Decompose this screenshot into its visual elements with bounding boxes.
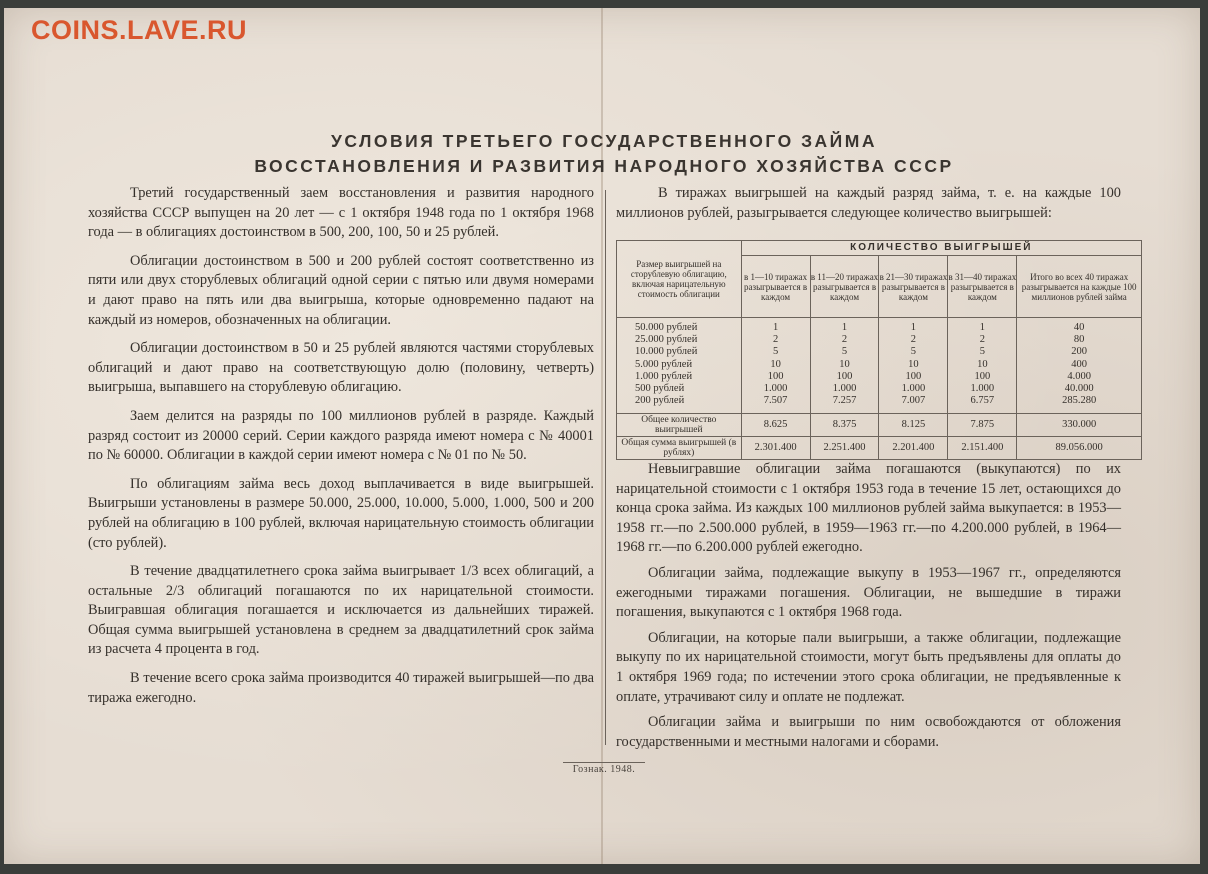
left-paragraph: Облигации достоинством в 50 и 25 рублей являются частями сторублевых облигаций и дают право на соответствующую долю (половину, четверть) выигрыша, выпавшего на сторублевую облигацию. bbox=[88, 340, 594, 396]
table-value: 2 bbox=[979, 334, 985, 346]
table-value: 2 bbox=[841, 334, 848, 346]
table-value: 100 bbox=[905, 370, 922, 382]
prize-size: 10.000 рублей bbox=[635, 346, 698, 358]
table-column-header: в 1—10 тиражах разыгрывается в каждом bbox=[741, 256, 810, 318]
draws-11-20-cell bbox=[810, 318, 879, 414]
total-count-value: 8.625 bbox=[741, 414, 810, 437]
total-count-value: 8.375 bbox=[810, 414, 879, 437]
column-divider bbox=[605, 190, 606, 745]
table-value: 1 bbox=[841, 322, 848, 333]
table-column-header: Итого во всех 40 тиражах разыгрывается на каждые 100 миллионов рублей займа bbox=[1017, 256, 1142, 318]
total-count-value: 7.875 bbox=[948, 414, 1017, 437]
table-value: 10 bbox=[908, 358, 919, 370]
table-value: 1.000 bbox=[901, 383, 926, 395]
table-column-header: в 11—20 тиражах разыгрывается в каждом bbox=[810, 256, 879, 318]
table-value: 1 bbox=[979, 322, 985, 333]
table-value: 5 bbox=[910, 346, 917, 358]
table-value: 80 bbox=[1073, 334, 1085, 346]
total-count-value: 330.000 bbox=[1017, 414, 1142, 437]
total-count-value: 8.125 bbox=[879, 414, 948, 437]
table-value: 10 bbox=[839, 358, 850, 370]
table-column-header: в 21—30 тиражах разыгрывается в каждом bbox=[879, 256, 948, 318]
right-intro bbox=[616, 184, 1121, 223]
title-line-2: ВОССТАНОВЛЕНИЯ И РАЗВИТИЯ НАРОДНОГО ХОЗЯЙСТВА СССР bbox=[254, 156, 954, 176]
table-value: 1.000 bbox=[763, 383, 788, 395]
right-paragraph: Облигации займа и выигрыши по ним освобождаются от обложения государственными и местными налогами и сборами. bbox=[616, 714, 1121, 750]
table-value: 10 bbox=[977, 358, 988, 370]
prize-size: 500 рублей bbox=[635, 383, 685, 395]
prize-size: 1.000 рублей bbox=[635, 370, 693, 382]
table-value: 2 bbox=[910, 334, 917, 346]
printer-imprint bbox=[0, 764, 1208, 775]
total-sum-label: Общая сумма выигрышей (в рублях) bbox=[617, 437, 742, 460]
table-group-header: КОЛИЧЕСТВО ВЫИГРЫШЕЙ bbox=[741, 241, 1141, 256]
prize-size: 200 рублей bbox=[635, 395, 685, 407]
right-column-bottom bbox=[616, 460, 1121, 758]
table-value: 40 bbox=[1073, 322, 1085, 333]
table-value: 4.000 bbox=[1067, 370, 1091, 382]
prize-size: 50.000 рублей bbox=[635, 322, 698, 333]
table-value: 5 bbox=[979, 346, 985, 358]
total-count-label: Общее количество выигрышей bbox=[617, 414, 742, 437]
prize-size: 25.000 рублей bbox=[635, 334, 698, 346]
table-value: 285.280 bbox=[1062, 395, 1097, 407]
table-value: 1 bbox=[910, 322, 917, 333]
right-paragraph: Облигации займа, подлежащие выкупу в 1953—1967 гг., определяются ежегодными тиражами погашения. Облигации, не вышедшие в тиражи погашения, выкупаются с 1 октября 1968 года. bbox=[616, 564, 1121, 621]
left-column bbox=[88, 184, 594, 717]
right-paragraph: Невыигравшие облигации займа погашаются (выкупаются) по их нарицательной стоимости с 1 октября 1953 года в течение 15 лет, остающихся до конца срока займа. Из каждых 100 миллионов рублей займа выкупается: в 1953—1958 гг.—по 2.500.000 рублей, в 1959—1963 гг.—по 4.200.000 рублей, в 1964—1968 гг.—по 6.200.000 рублей ежегодно. bbox=[616, 461, 1121, 556]
right-paragraph: Облигации, на которые пали выигрыши, а также облигации, подлежащие выкупу по их нарицательной стоимости, могут быть предъявлены для оплаты до 1 октября 1969 года; по истечении этого срока облигации, не предъявленные к оплате, утрачивают силу и оплате не подлежат. bbox=[616, 629, 1121, 705]
printer-imprint-text: Гознак. 1948. bbox=[563, 762, 646, 775]
table-value: 5 bbox=[841, 346, 848, 358]
title-line-1: УСЛОВИЯ ТРЕТЬЕГО ГОСУДАРСТВЕННОГО ЗАЙМА bbox=[331, 131, 877, 151]
left-paragraph: Третий государственный заем восстановления и развития народного хозяйства СССР выпущен на 20 лет — с 1 октября 1948 года по 1 октября 1968 года — в облигациях достоинством в 500, 200, 100, 50 и 25 рублей. bbox=[88, 185, 594, 241]
left-paragraph: Облигации достоинством в 500 и 200 рублей состоят соответственно из пяти или двух сторублевых облигаций одной серии с пятью или двумя номерами и дают право на пять или два выигрыша, которые одновременно падают на каждый из номеров, обозначенных на облигации. bbox=[88, 252, 594, 328]
right-intro-text: В тиражах выигрышей на каждый разряд займа, т. е. на каждые 100 миллионов рублей, разыгрывается следующее количество выигрышей: bbox=[616, 185, 1121, 221]
table-value: 400 bbox=[1071, 358, 1088, 370]
table-column-header: в 31—40 тиражах разыгрывается в каждом bbox=[948, 256, 1017, 318]
table-value: 6.757 bbox=[970, 395, 995, 407]
table-value: 1.000 bbox=[970, 383, 995, 395]
table-row-header: Размер выигрышей на сторублевую облигацию, включая нарицательную стоимость облигации bbox=[617, 241, 742, 318]
draws-21-30-cell bbox=[879, 318, 948, 414]
table-value: 100 bbox=[836, 370, 853, 382]
total-sum-value: 2.251.400 bbox=[810, 437, 879, 460]
table-value: 40.000 bbox=[1064, 383, 1094, 395]
total-40-draws-cell bbox=[1017, 318, 1142, 414]
prize-size: 5.000 рублей bbox=[635, 358, 693, 370]
left-paragraph: В течение всего срока займа производится 40 тиражей выигрышей—по два тиража ежегодно. bbox=[88, 670, 594, 706]
left-paragraph: Заем делится на разряды по 100 миллионов рублей в разряде. Каждый разряд состоит из 20000 серий. Серии каждого разряда имеют номера с № 40001 по № 60000. Облигации в каждой серии имеют номера с № 01 по № 50. bbox=[88, 407, 594, 464]
table-value: 7.007 bbox=[901, 395, 926, 407]
table-value: 200 bbox=[1071, 346, 1088, 358]
left-paragraph: В течение двадцатилетнего срока займа выигрывает 1/3 всех облигаций, а остальные 2/3 облигаций погашаются по их нарицательной стоимости. Выигравшая облигация погашается и исключается из дальнейших тиражей. Общая сумма выигрышей установлена в среднем за двадцатилетний срок займа из расчета 4 процента в год. bbox=[88, 563, 594, 658]
total-sum-value: 2.151.400 bbox=[948, 437, 1017, 460]
table-value: 7.507 bbox=[763, 395, 788, 407]
table-value: 5 bbox=[772, 346, 779, 358]
total-sum-value: 2.301.400 bbox=[741, 437, 810, 460]
total-sum-value: 89.056.000 bbox=[1017, 437, 1142, 460]
table-value: 10 bbox=[770, 358, 781, 370]
left-paragraph: По облигациям займа весь доход выплачивается в виде выигрышей. Выигрыши установлены в размере 50.000, 25.000, 10.000, 5.000, 1.000, 500 и 200 рублей на облигацию в 100 рублей, включая нарицательную стоимость облигации (сто рублей). bbox=[88, 475, 594, 551]
table-value: 7.257 bbox=[832, 395, 857, 407]
site-watermark: COINS.LAVE.RU bbox=[31, 15, 248, 45]
prize-table bbox=[616, 240, 1142, 460]
table-value: 1 bbox=[772, 322, 779, 333]
table-value: 1.000 bbox=[832, 383, 857, 395]
total-sum-value: 2.201.400 bbox=[879, 437, 948, 460]
prize-sizes-cell bbox=[617, 318, 742, 414]
table-value: 100 bbox=[767, 370, 784, 382]
draws-31-40-cell bbox=[948, 318, 1017, 414]
draws-1-10-cell bbox=[741, 318, 810, 414]
table-value: 100 bbox=[974, 370, 991, 382]
table-value: 2 bbox=[772, 334, 779, 346]
